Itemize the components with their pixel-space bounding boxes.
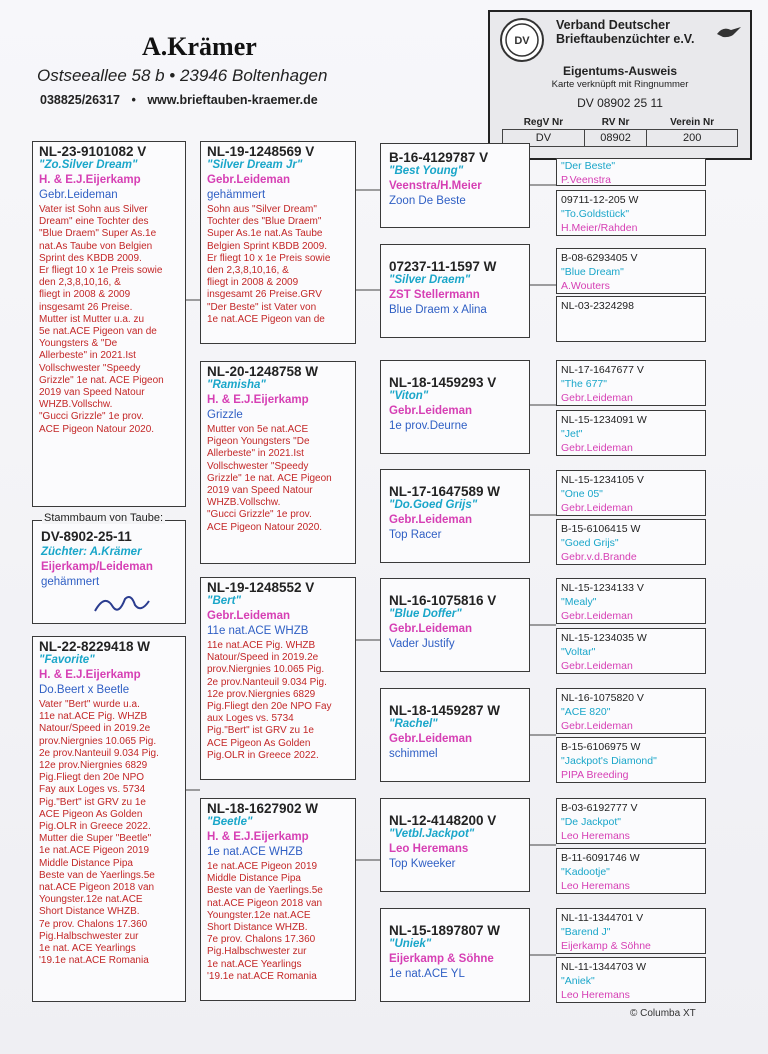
card-col-value: DV [503, 130, 585, 147]
website-link[interactable]: www.brieftauben-kraemer.de [147, 93, 318, 107]
gen3-ring-id: B-16-4129787 V [389, 150, 489, 165]
gen3-box[interactable] [380, 908, 530, 1002]
dam-name: "Favorite" [39, 654, 95, 666]
gen2-box[interactable] [200, 798, 356, 1001]
gen4-name: "Blue Dream" [561, 266, 624, 278]
gen4-name: "Goed Grijs" [561, 537, 619, 549]
gen4-box[interactable] [556, 957, 706, 1003]
gen2-ring-id: NL-19-1248552 V [207, 580, 315, 595]
gen4-breeder: Gebr.Leideman [561, 720, 633, 732]
card-ring-number: DV 08902 25 11 [577, 96, 663, 110]
gen2-ring-id: NL-19-1248569 V [207, 144, 315, 159]
gen2-description: 11e nat.ACE Pig. WHZB Natour/Speed in 2019.2e prov.Niergnies 10.065 Pig. 2e prov.Nanteuil 9.034 Pig. 12e prov.Niergnies 6829 Pig.Fliegt den 20e NPO Fay aux Loges vs. 5734 Pig."Bert" ist GRV zu 1e ACE Pigeon As Golden Pig.OLR in Greece 2022. [207, 640, 332, 761]
gen4-name: "Jackpot's Diamond" [561, 755, 657, 767]
gen4-breeder: Gebr.Leideman [561, 610, 633, 622]
gen2-breeder: H. & E.J.Eijerkamp [207, 394, 309, 406]
dam-breeder: H. & E.J.Eijerkamp [39, 669, 141, 681]
gen4-breeder: Leo Heremans [561, 989, 630, 1001]
gen4-name: "Kadootje" [561, 866, 610, 878]
gen4-ring-id: NL-15-1234133 V [561, 582, 644, 594]
gen4-box[interactable] [556, 737, 706, 783]
gen4-breeder: Gebr.Leideman [561, 660, 633, 672]
gen4-box[interactable] [556, 578, 706, 624]
breeder-address: Ostseeallee 58 b • 23946 Boltenhagen [37, 66, 328, 85]
gen3-note: Blue Draem x Alina [389, 304, 487, 316]
gen4-ring-id: NL-17-1647677 V [561, 364, 644, 376]
gen4-name: "Jet" [561, 428, 583, 440]
gen4-breeder: Leo Heremans [561, 830, 630, 842]
dam-box[interactable] [32, 636, 186, 1002]
gen2-note: 1e nat.ACE WHZB [207, 846, 303, 858]
svg-text:DV: DV [514, 35, 530, 47]
copyright-footer: © Columba XT [630, 1008, 696, 1019]
gen3-note: 1e nat.ACE YL [389, 968, 465, 980]
card-col-value: 08902 [584, 130, 646, 147]
gen4-name: "The 677" [561, 378, 607, 390]
gen4-name: "ACE 820" [561, 706, 611, 718]
gen4-ring-id: NL-16-1075820 V [561, 692, 644, 704]
gen3-name: "Best Young" [389, 165, 464, 177]
gen2-name: "Bert" [207, 595, 241, 607]
gen4-breeder: Gebr.Leideman [561, 442, 633, 454]
gen4-ring-id: B-03-6192777 V [561, 802, 638, 814]
gen2-breeder: H. & E.J.Eijerkamp [207, 831, 309, 843]
gen4-box[interactable] [556, 248, 706, 294]
gen4-box[interactable] [556, 848, 706, 894]
breeder-signature [91, 591, 151, 623]
association-name-line1: Verband Deutscher [556, 18, 670, 32]
card-col-header: RV Nr [601, 117, 630, 128]
gen2-note: 11e nat.ACE WHZB [207, 625, 309, 637]
gen4-breeder: H.Meier/Rahden [561, 222, 638, 234]
gen4-name: "One 05" [561, 488, 603, 500]
gen4-ring-id: B-11-6091746 W [561, 852, 640, 864]
sire-description: Vater ist Sohn aus Silver Dream" eine Tochter des "Blue Draem" Super As.1e nat.As Taube von Belgien Sprint des KBDB 2009. Er fliegt 10 x 1e Preis sowie den 2,3,8,10,16, & fliegt in 2008 & 2009 insgesamt 26 Preise. Mutter ist Mutter u.a. zu 5e nat.ACE Pigeon van de Youngsters & "De Allerbeste" in 2021.Ist Vollschwester "Speedy Grizzle" 1e nat. ACE Pigeon 2019 van Speed Natour WHZB.Vollschw. "Gucci Grizzle" 1e prov. ACE Pigeon Natour 2020. [39, 204, 164, 435]
gen3-breeder: Gebr.Leideman [389, 733, 473, 745]
gen3-box[interactable] [380, 578, 530, 672]
gen4-box[interactable] [556, 688, 706, 734]
gen3-box[interactable] [380, 244, 530, 338]
gen4-ring-id: NL-03-2324298 [561, 300, 634, 312]
gen4-box[interactable] [556, 190, 706, 236]
gen2-description: Mutter von 5e nat.ACE Pigeon Youngsters "De Allerbeste" in 2021.Ist Vollschwester "Speedy Grizzle" 1e nat. ACE Pigeon 2019 van Speed Natour WHZB.Vollschw. "Gucci Grizzle" 1e prov. ACE Pigeon Natour 2020. [207, 424, 332, 533]
gen3-breeder: Gebr.Leideman [389, 514, 473, 526]
gen3-box[interactable] [380, 469, 530, 563]
gen4-name: "De Jackpot" [561, 816, 621, 828]
gen4-box[interactable] [556, 628, 706, 674]
gen2-note: gehämmert [207, 189, 266, 201]
gen2-box[interactable] [200, 577, 356, 780]
card-col-header: RegV Nr [523, 117, 564, 128]
gen4-box[interactable] [556, 519, 706, 565]
gen2-breeder: Gebr.Leideman [207, 174, 291, 186]
sire-breeder: H. & E.J.Eijerkamp [39, 174, 141, 186]
sire-note: Gebr.Leideman [39, 189, 118, 201]
card-subtitle: Karte verknüpft mit Ringnummer [551, 79, 689, 90]
gen3-note: Zoon De Beste [389, 195, 466, 207]
sire-ring-id: NL-23-9101082 V [39, 144, 147, 159]
gen3-breeder: Gebr.Leideman [389, 405, 473, 417]
gen3-ring-id: NL-16-1075816 V [389, 593, 497, 608]
gen4-breeder: Leo Heremans [561, 880, 630, 892]
gen4-name: "Der Beste" [561, 160, 616, 172]
gen4-ring-id: B-15-6106415 W [561, 523, 641, 535]
gen4-ring-id: B-08-6293405 V [561, 252, 638, 264]
gen3-box[interactable] [380, 360, 530, 454]
subject-ring-id: DV-8902-25-11 [41, 529, 132, 544]
gen4-breeder: A.Wouters [561, 280, 610, 292]
gen4-box[interactable] [556, 908, 706, 954]
card-title: Eigentums-Ausweis [562, 64, 678, 78]
gen3-ring-id: NL-17-1647589 W [389, 484, 501, 499]
gen4-box[interactable] [556, 798, 706, 844]
gen4-name: "Voltar" [561, 646, 596, 658]
gen4-breeder: P.Veenstra [561, 174, 612, 186]
gen4-breeder: Gebr.v.d.Brande [561, 551, 637, 563]
gen2-name: "Beetle" [207, 816, 253, 828]
gen2-name: "Ramisha" [207, 379, 266, 391]
gen2-description: Sohn aus "Silver Dream" Tochter des "Blue Draem" Super As.1e nat.As Taube Belgien Sprint KBDB 2009. Er fliegt 10 x 1e Preis sowie den 2,3,8,10,16, & fliegt in 2008 & 2009 insgesamt 26 Preise.GRV "Der Beste" ist Vater von 1e nat.ACE Pigeon van de [207, 204, 331, 325]
gen4-box[interactable] [556, 158, 706, 186]
gen4-ring-id: NL-15-1234105 V [561, 474, 644, 486]
gen4-name: "Aniek" [561, 975, 595, 987]
gen4-breeder: Eijerkamp & Söhne [561, 940, 651, 952]
gen2-name: "Silver Dream Jr" [207, 159, 303, 171]
association-name-line2: Brieftaubenzüchter e.V. [556, 32, 695, 46]
gen3-box[interactable] [380, 798, 530, 892]
gen2-ring-id: NL-18-1627902 W [207, 801, 319, 816]
gen4-ring-id: NL-15-1234035 W [561, 632, 647, 644]
gen3-ring-id: NL-18-1459293 V [389, 375, 497, 390]
gen3-breeder: Eijerkamp & Söhne [389, 953, 494, 965]
gen3-breeder: Veenstra/H.Meier [389, 180, 482, 192]
subject-color: gehämmert [41, 576, 100, 588]
gen3-note: schimmel [389, 748, 438, 760]
gen3-note: Top Kweeker [389, 858, 456, 870]
breeder-title: A.Krämer [142, 32, 257, 61]
gen4-name: "Barend J" [561, 926, 611, 938]
gen4-name: "Mealy" [561, 596, 597, 608]
gen3-breeder: Gebr.Leideman [389, 623, 473, 635]
gen4-breeder: Gebr.Leideman [561, 502, 633, 514]
gen4-box[interactable] [556, 296, 706, 342]
gen2-box[interactable] [200, 141, 356, 344]
gen3-name: "Rachel" [389, 718, 438, 730]
gen4-ring-id: B-15-6106975 W [561, 741, 641, 753]
dam-note: Do.Beert x Beetle [39, 684, 130, 696]
gen4-box[interactable] [556, 360, 706, 406]
bullet-separator: • [131, 93, 136, 107]
gen3-breeder: ZST Stellermann [389, 289, 480, 301]
gen4-breeder: PIPA Breeding [561, 769, 629, 781]
gen3-box[interactable] [380, 688, 530, 782]
subject-box[interactable] [32, 520, 186, 624]
gen3-name: "Uniek" [389, 938, 432, 950]
gen4-ring-id: NL-15-1234091 W [561, 414, 647, 426]
gen2-ring-id: NL-20-1248758 W [207, 364, 319, 379]
dam-ring-id: NL-22-8229418 W [39, 639, 151, 654]
gen3-ring-id: NL-15-1897807 W [389, 923, 501, 938]
subject-origin: Eijerkamp/Leideman [41, 561, 153, 573]
gen3-note: 1e prov.Deurne [389, 420, 468, 432]
subject-breeder: Züchter: A.Krämer [41, 546, 142, 558]
gen3-breeder: Leo Heremans [389, 843, 469, 855]
gen2-note: Grizzle [207, 409, 243, 421]
gen3-ring-id: NL-12-4148200 V [389, 813, 497, 828]
gen4-box[interactable] [556, 410, 706, 456]
gen2-breeder: Gebr.Leideman [207, 610, 291, 622]
gen4-breeder: Gebr.Leideman [561, 392, 633, 404]
sire-box[interactable] [32, 141, 186, 507]
gen3-name: "Vetbl.Jackpot" [389, 828, 475, 840]
stammbaum-label: Stammbaum von Taube: [44, 512, 164, 524]
gen4-name: "To.Goldstück" [561, 208, 630, 220]
gen3-name: "Viton" [389, 390, 429, 402]
sire-name: "Zo.Silver Dream" [39, 159, 138, 171]
gen3-note: Vader Justify [389, 638, 455, 650]
card-col-header: Verein Nr [670, 117, 715, 128]
gen2-box[interactable] [200, 361, 356, 564]
gen4-ring-id: NL-11-1344701 V [561, 912, 644, 924]
gen3-box[interactable] [380, 143, 530, 228]
gen3-name: "Silver Draem" [389, 274, 471, 286]
gen4-box[interactable] [556, 470, 706, 516]
phone-number: 038825/26317 [40, 93, 120, 107]
gen3-ring-id: NL-18-1459287 W [389, 703, 501, 718]
gen3-note: Top Racer [389, 529, 442, 541]
gen3-ring-id: 07237-11-1597 W [389, 259, 497, 274]
card-col-value: 200 [647, 130, 738, 147]
gen4-ring-id: NL-11-1344703 W [561, 961, 647, 973]
gen2-description: 1e nat.ACE Pigeon 2019 Middle Distance Pipa Beste van de Yaerlings.5e nat.ACE Pigeon 2018 van Youngster.12e nat.ACE Short Distance WHZB. 7e prov. Chalons 17.360 Pig.Halbschwester zur 1e nat.ACE Yearlings '19.1e nat.ACE Romania [207, 861, 323, 982]
gen4-ring-id: 09711-12-205 W [561, 194, 639, 206]
dam-description: Vater "Bert" wurde u.a. 11e nat.ACE Pig. WHZB Natour/Speed in 2019.2e prov.Niergnies 10.065 Pig. 2e prov.Nanteuil 9.034 Pig. 12e prov.Niergnies 6829 Pig.Fliegt den 20e NPO Fay aux Loges vs. 5734 Pig."Bert" ist GRV zu 1e ACE Pigeon As Golden Pig.OLR in Greece 2022. Mutter die Super "Beetle" 1e nat.ACE Pigeon 2019 Middle Distance Pipa Beste van de Yaerlings.5e nat.ACE Pigeon 2018 van Youngster.12e nat.ACE Short Distance WHZB. 7e prov. Chalons 17.360 Pig.Halbschwester zur 1e nat. ACE Yearlings '19.1e nat.ACE Romania [39, 699, 159, 967]
gen3-name: "Do.Goed Grijs" [389, 499, 478, 511]
gen3-name: "Blue Doffer" [389, 608, 462, 620]
